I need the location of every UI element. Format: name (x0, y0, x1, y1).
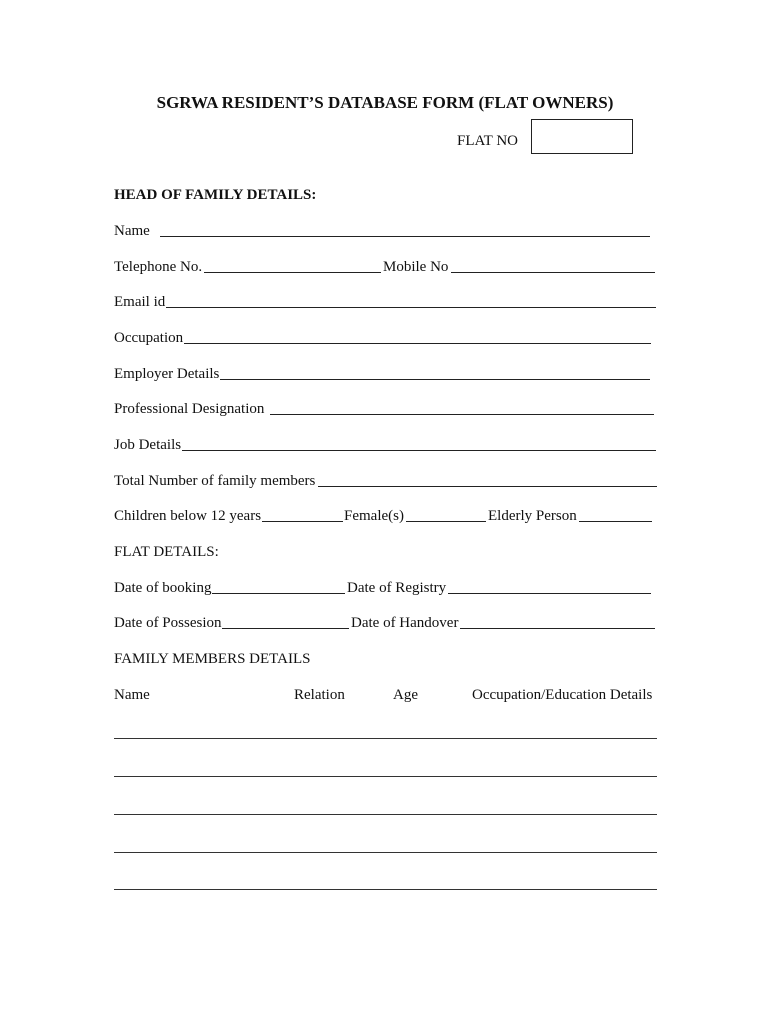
telephone-field[interactable] (204, 272, 381, 273)
elderly-field[interactable] (579, 521, 652, 522)
occupation-label: Occupation (114, 330, 184, 346)
designation-label: Professional Designation (114, 401, 265, 417)
name-label: Name (114, 223, 150, 239)
name-field[interactable] (160, 236, 650, 237)
possesion-label: Date of Possesion (114, 615, 222, 631)
possesion-field[interactable] (222, 628, 349, 629)
telephone-label: Telephone No. (114, 259, 203, 275)
total-members-label: Total Number of family members (114, 473, 316, 489)
page-title: SGRWA RESIDENT’S DATABASE FORM (FLAT OWNERS) (156, 93, 614, 112)
header-age: Age (393, 687, 418, 703)
email-field[interactable] (166, 307, 656, 308)
table-row[interactable] (114, 776, 657, 777)
elderly-label: Elderly Person (488, 508, 577, 524)
email-label: Email id (114, 294, 166, 310)
handover-label: Date of Handover (351, 615, 459, 631)
designation-field[interactable] (270, 414, 654, 415)
table-row[interactable] (114, 889, 657, 890)
header-name: Name (114, 687, 150, 703)
female-field[interactable] (406, 521, 486, 522)
flat-no-label: FLAT NO (457, 133, 518, 149)
mobile-field[interactable] (451, 272, 655, 273)
employer-field[interactable] (220, 379, 650, 380)
total-members-field[interactable] (318, 486, 657, 487)
job-label: Job Details (114, 437, 182, 453)
head-of-family-heading: HEAD OF FAMILY DETAILS: (114, 187, 317, 203)
employer-label: Employer Details (114, 366, 220, 382)
table-row[interactable] (114, 852, 657, 853)
female-label: Female(s) (344, 508, 404, 524)
registry-label: Date of Registry (347, 580, 447, 596)
table-row[interactable] (114, 738, 657, 739)
occupation-field[interactable] (184, 343, 651, 344)
booking-label: Date of booking (114, 580, 212, 596)
flat-no-box[interactable] (531, 119, 633, 154)
handover-field[interactable] (460, 628, 655, 629)
booking-field[interactable] (212, 593, 345, 594)
registry-field[interactable] (448, 593, 651, 594)
job-field[interactable] (182, 450, 656, 451)
mobile-label: Mobile No (383, 259, 449, 275)
table-row[interactable] (114, 814, 657, 815)
header-occupation: Occupation/Education Details (472, 687, 653, 703)
children-label: Children below 12 years (114, 508, 262, 524)
children-field[interactable] (262, 521, 343, 522)
family-members-heading: FAMILY MEMBERS DETAILS (114, 651, 311, 667)
header-relation: Relation (294, 687, 345, 703)
flat-details-heading: FLAT DETAILS: (114, 544, 219, 560)
